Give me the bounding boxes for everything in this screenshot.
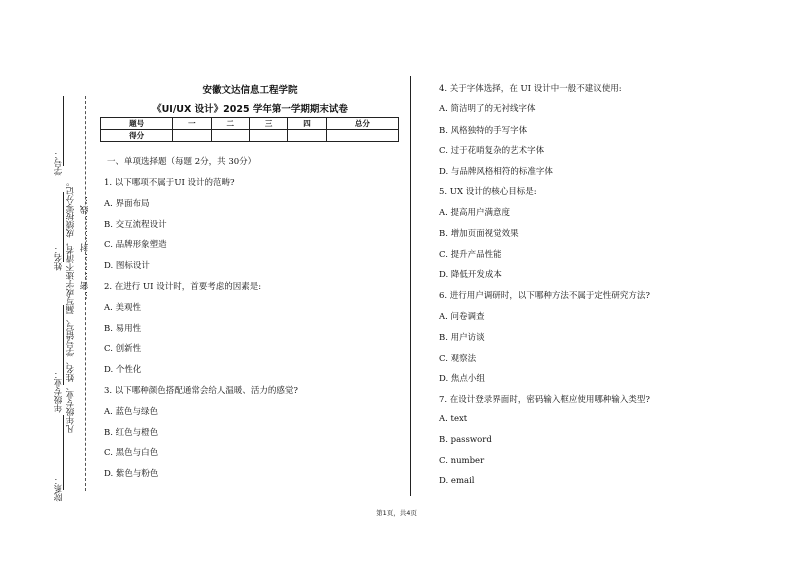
page-footer: 第1页，共4页: [376, 509, 417, 517]
major-label: 年级专业：: [54, 370, 64, 413]
option: A. 界面布局: [104, 199, 150, 209]
option: C. number: [439, 456, 485, 466]
option: D. 降低开发成本: [439, 270, 502, 280]
college-underline: [63, 415, 64, 490]
score-cell: [173, 130, 211, 142]
option: B. password: [439, 435, 492, 445]
school-name: 安徽文达信息工程学院: [202, 85, 298, 96]
option: B. 交互流程设计: [104, 220, 167, 230]
option: B. 红色与橙色: [104, 428, 159, 438]
seal-line: [85, 96, 86, 491]
option: B. 增加页面视觉效果: [439, 229, 519, 239]
question-5: 5. UX 设计的核心目标是:: [439, 187, 537, 197]
option: C. 黑色与白色: [104, 448, 159, 458]
score-header-cell: 四: [288, 118, 326, 130]
score-cell: [211, 130, 249, 142]
option: B. 风格独特的手写字体: [439, 126, 528, 136]
option: D. email: [439, 476, 475, 486]
option: D. 紫色与粉色: [104, 469, 159, 479]
score-table-score-row: [101, 130, 399, 142]
binding-note: 凡年级专业、姓名、学号错写、漏写或字迹不清者，成绩按零分记。: [66, 178, 76, 433]
score-table: [100, 117, 399, 142]
score-table-header-row: [101, 118, 399, 130]
option: D. 与品牌风格相符的标准字体: [439, 167, 553, 177]
option: B. 易用性: [104, 324, 142, 334]
major-underline: [63, 305, 64, 385]
option: C. 观察法: [439, 354, 477, 364]
score-header-cell: 三: [249, 118, 287, 130]
question-7: 7. 在设计登录界面时，密码输入框应使用哪种输入类型?: [439, 395, 650, 405]
question-3: 3. 以下哪种颜色搭配通常会给人温暖、活力的感觉?: [104, 386, 298, 396]
option: C. 过于花哨复杂的艺术字体: [439, 146, 545, 156]
name-label-1: 姓名：: [54, 245, 64, 271]
exam-title: 《UI/UX 设计》2025 学年第一学期期末试卷: [152, 104, 348, 115]
question-6: 6. 进行用户调研时，以下哪种方法不属于定性研究方法?: [439, 291, 650, 301]
question-2: 2. 在进行 UI 设计时，首要考虑的因素是:: [104, 282, 262, 292]
score-cell: [326, 130, 398, 142]
option: B. 用户访谈: [439, 333, 485, 343]
option: C. 创新性: [104, 344, 142, 354]
question-1: 1. 以下哪项不属于UI 设计的范畴?: [104, 178, 235, 188]
student-id-underline: [63, 96, 64, 166]
option: A. 美观性: [104, 303, 142, 313]
option: C. 提升产品性能: [439, 250, 502, 260]
question-4: 4. 关于字体选择，在 UI 设计中一般不建议使用:: [439, 84, 622, 94]
option: D. 图标设计: [104, 261, 150, 271]
seal-line-text: …密………封………线…: [80, 195, 90, 300]
option: D. 个性化: [104, 365, 142, 375]
college-label: 院系：: [54, 476, 64, 502]
option: A. 提高用户满意度: [439, 208, 511, 218]
student-id-label: 学号：: [54, 150, 64, 176]
score-cell: [249, 130, 287, 142]
score-cell: [288, 130, 326, 142]
option: A. 蓝色与绿色: [104, 407, 159, 417]
score-header-cell: 二: [211, 118, 249, 130]
option: A. 简洁明了的无衬线字体: [439, 104, 536, 114]
option: A. 问卷调查: [439, 312, 485, 322]
section-heading: 一、单项选择题（每题 2分，共 30分）: [107, 157, 257, 167]
score-row-label: 得分: [101, 130, 173, 142]
option: C. 品牌形象塑造: [104, 240, 167, 250]
column-divider: [410, 76, 411, 496]
score-header-cell: 一: [173, 118, 211, 130]
score-header-cell: 题号: [101, 118, 173, 130]
option: D. 焦点小组: [439, 374, 485, 384]
option: A. text: [439, 414, 468, 424]
name-underline-1: [63, 192, 64, 262]
score-header-cell: 总分: [326, 118, 398, 130]
